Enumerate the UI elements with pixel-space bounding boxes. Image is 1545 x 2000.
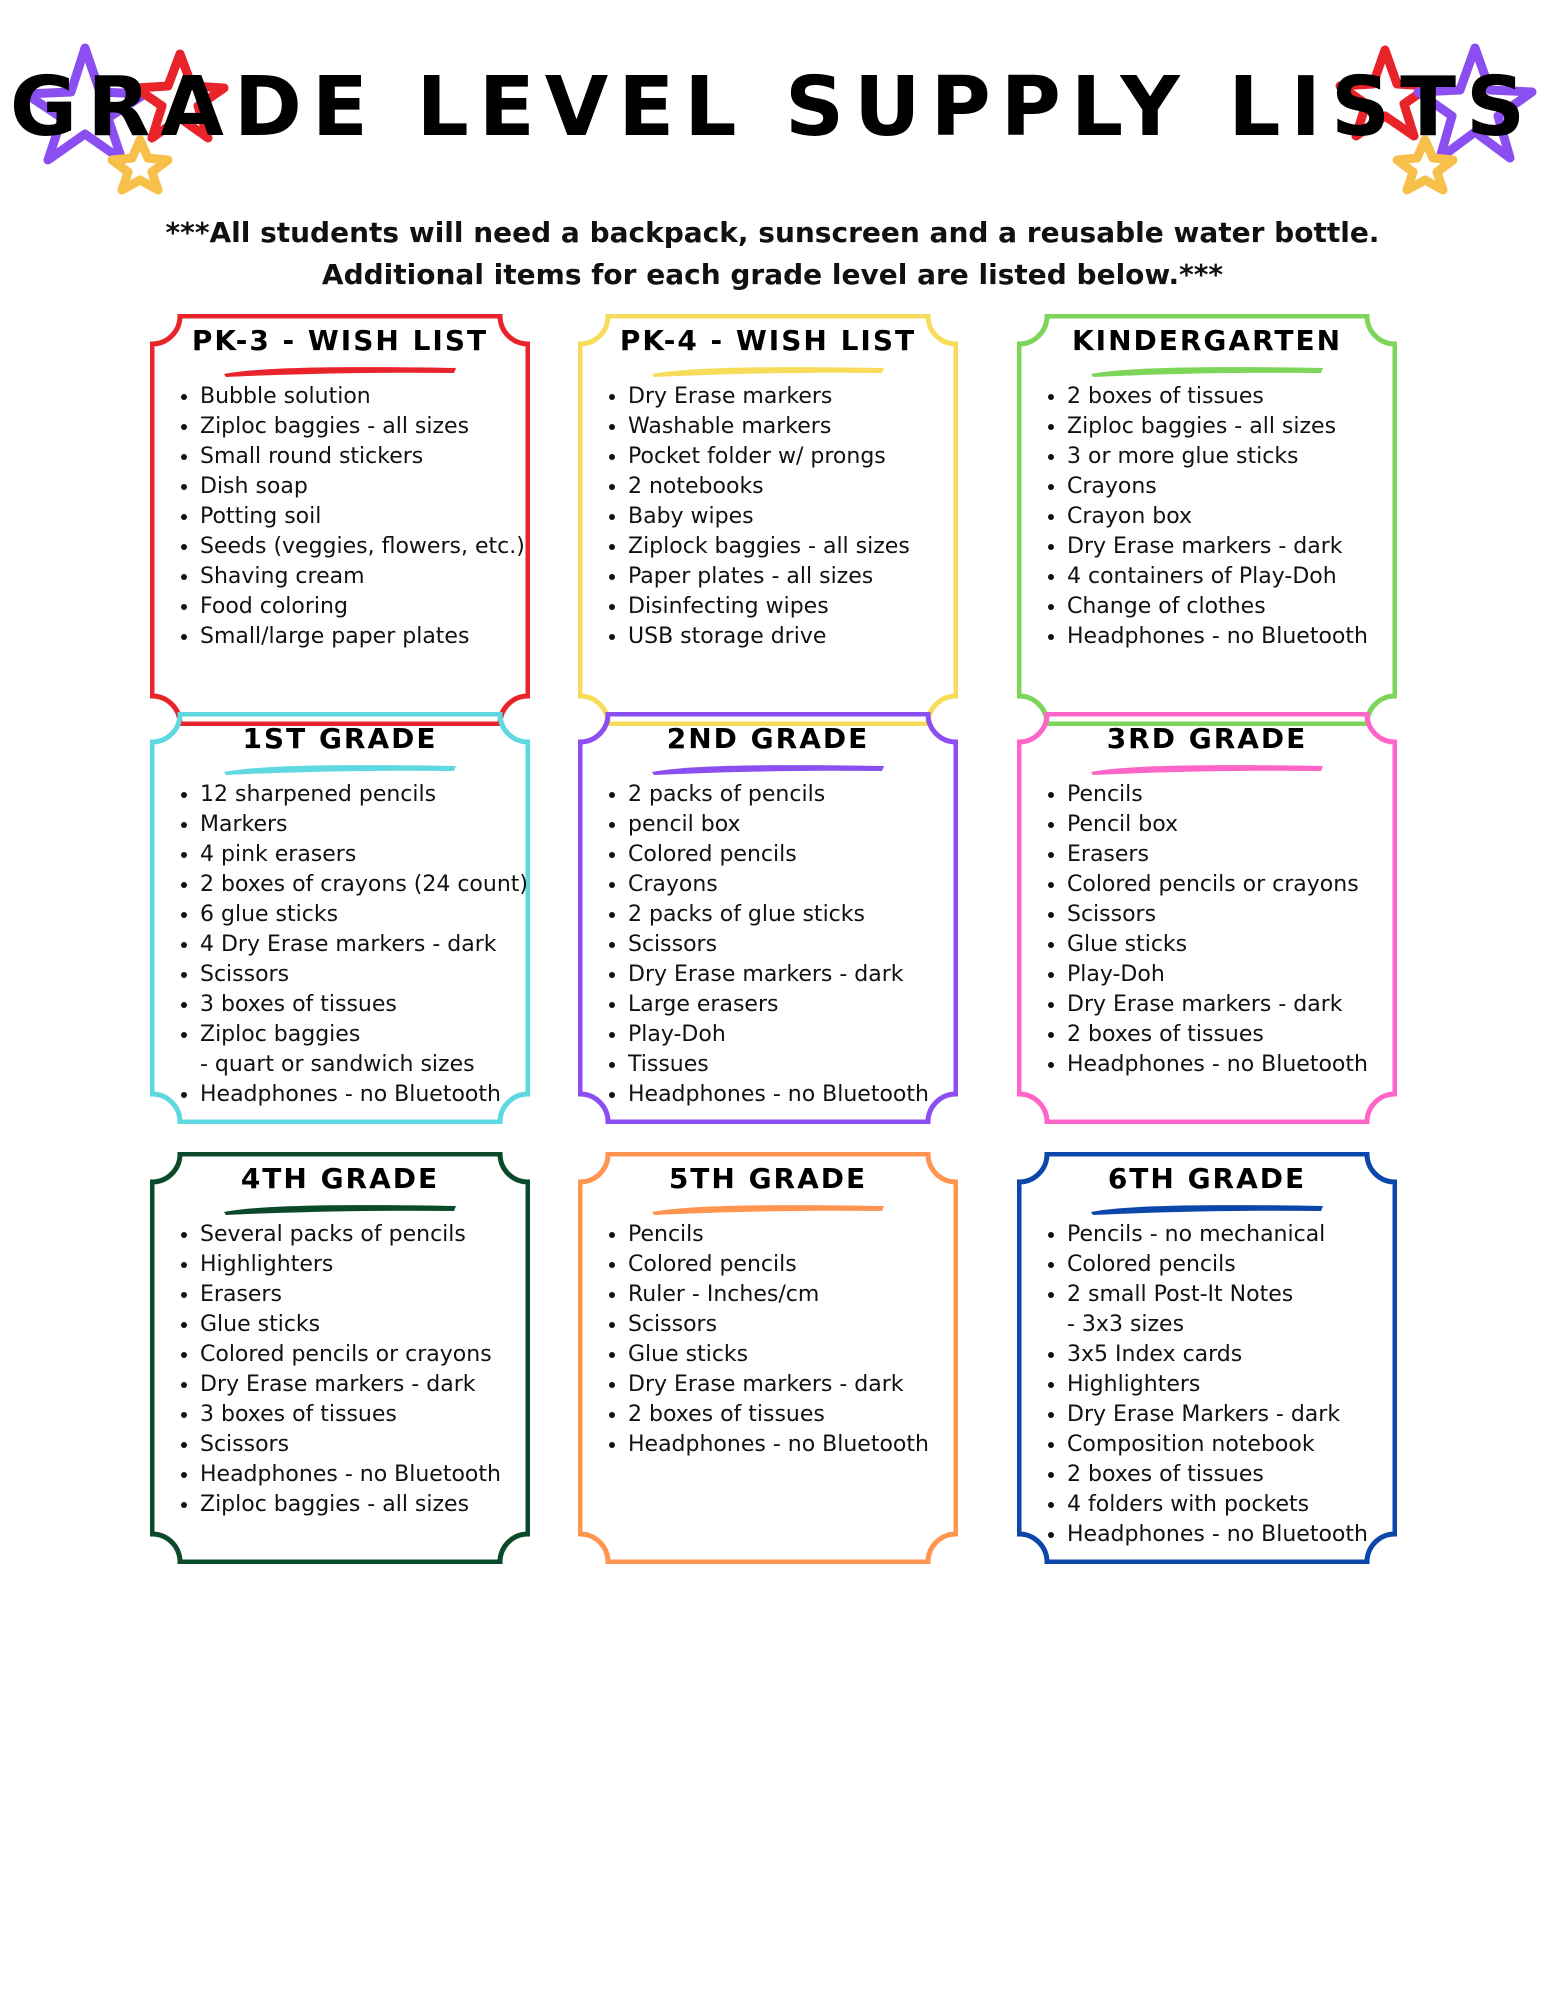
brush-stroke-underline: [1087, 1200, 1327, 1218]
list-item: • 4 pink erasers: [200, 840, 550, 870]
list-item: • 2 boxes of crayons (24 count): [200, 870, 550, 900]
list-item: • Bubble solution: [200, 382, 550, 412]
list-item: • Paper plates - all sizes: [628, 562, 978, 592]
list-item: • 2 boxes of tissues: [628, 1400, 978, 1430]
list-item: • 2 notebooks: [628, 472, 978, 502]
list-item: • Glue sticks: [200, 1310, 550, 1340]
list-item: • Washable markers: [628, 412, 978, 442]
list-item: • Disinfecting wipes: [628, 592, 978, 622]
list-item-continuation: - quart or sandwich sizes: [200, 1052, 475, 1077]
brush-stroke-underline: [220, 362, 460, 380]
subtitle: [0, 212, 1545, 296]
card-pk3: [150, 314, 530, 726]
list-item: • Markers: [200, 810, 550, 840]
list-item: • 4 containers of Play-Doh: [1067, 562, 1417, 592]
brush-stroke-underline: [648, 362, 888, 380]
list-item: • Glue sticks: [1067, 930, 1417, 960]
brush-stroke-underline: [1087, 362, 1327, 380]
card-title: 4TH GRADE: [240, 1162, 440, 1195]
brush-stroke-underline: [1087, 760, 1327, 778]
list-item: • 2 boxes of tissues: [1067, 1020, 1417, 1050]
card-title: 2ND GRADE: [666, 722, 870, 755]
card-grade-5: [578, 1152, 958, 1564]
list-item: • 2 packs of pencils: [628, 780, 978, 810]
card-grade-1: [150, 712, 530, 1124]
supply-list: [172, 1220, 550, 1520]
list-item: • Ziploc baggies - all sizes: [200, 412, 550, 442]
list-item: • Crayons: [1067, 472, 1417, 502]
list-item: • Colored pencils: [628, 1250, 978, 1280]
list-item: • Seeds (veggies, flowers, etc.): [200, 532, 550, 562]
list-item: • Dry Erase markers - dark: [200, 1370, 550, 1400]
list-item: • 2 small Post-It Notes: [1067, 1280, 1417, 1310]
list-item: • Several packs of pencils: [200, 1220, 550, 1250]
list-item: • Headphones - no Bluetooth: [628, 1430, 978, 1460]
list-item: • Pencils: [628, 1220, 978, 1250]
list-item: • Colored pencils or crayons: [200, 1340, 550, 1370]
list-item: • Scissors: [628, 930, 978, 960]
list-item: • 3 boxes of tissues: [200, 1400, 550, 1430]
list-item: • 4 folders with pockets: [1067, 1490, 1417, 1520]
list-item: • Pocket folder w/ prongs: [628, 442, 978, 472]
list-item: • pencil box: [628, 810, 978, 840]
card-grade-3: [1017, 712, 1397, 1124]
list-item: • 6 glue sticks: [200, 900, 550, 930]
list-item: • Headphones - no Bluetooth: [200, 1080, 550, 1110]
list-item: • Glue sticks: [628, 1340, 978, 1370]
list-item: • Shaving cream: [200, 562, 550, 592]
list-item: • Headphones - no Bluetooth: [1067, 1520, 1417, 1550]
list-item: • Large erasers: [628, 990, 978, 1020]
list-item: • 2 packs of glue sticks: [628, 900, 978, 930]
list-item: • Headphones - no Bluetooth: [200, 1460, 550, 1490]
card-title: 1ST GRADE: [242, 722, 438, 755]
brush-stroke-underline: [220, 760, 460, 778]
list-item: • Dry Erase markers - dark: [628, 1370, 978, 1400]
supply-list: [1039, 1220, 1417, 1550]
list-item: • Food coloring: [200, 592, 550, 622]
card-title: 3RD GRADE: [1106, 722, 1308, 755]
list-item-continuation: - 3x3 sizes: [1067, 1312, 1185, 1337]
page-title: GRADE LEVEL SUPPLY LISTS: [9, 60, 1536, 155]
supply-list: [1039, 382, 1417, 652]
list-item: • Scissors: [628, 1310, 978, 1340]
list-item: • Scissors: [200, 1430, 550, 1460]
card-title: 6TH GRADE: [1107, 1162, 1307, 1195]
list-item: • Scissors: [1067, 900, 1417, 930]
card-title: PK-4 - WISH LIST: [619, 324, 917, 357]
supply-list: [172, 382, 550, 652]
list-item: • 2 boxes of tissues: [1067, 1460, 1417, 1490]
list-item: • Erasers: [1067, 840, 1417, 870]
list-item: • Change of clothes: [1067, 592, 1417, 622]
card-kindergarten: [1017, 314, 1397, 726]
list-item: • Pencils - no mechanical: [1067, 1220, 1417, 1250]
list-item: • Dry Erase markers: [628, 382, 978, 412]
subtitle-line-1: ***All students will need a backpack, sunscreen and a reusable water bottle.: [165, 216, 1380, 249]
list-item: • Ziploc baggies: [200, 1020, 550, 1050]
list-item: • Potting soil: [200, 502, 550, 532]
list-item: • Pencils: [1067, 780, 1417, 810]
list-item: • Crayon box: [1067, 502, 1417, 532]
list-item: • Crayons: [628, 870, 978, 900]
list-item: • Composition notebook: [1067, 1430, 1417, 1460]
list-item: • Dry Erase Markers - dark: [1067, 1400, 1417, 1430]
list-item: • Small/large paper plates: [200, 622, 550, 652]
list-item: • Tissues: [628, 1050, 978, 1080]
list-item: • Headphones - no Bluetooth: [1067, 622, 1417, 652]
card-grade-4: [150, 1152, 530, 1564]
list-item: • Erasers: [200, 1280, 550, 1310]
list-item: • 2 boxes of tissues: [1067, 382, 1417, 412]
list-item: • Highlighters: [1067, 1370, 1417, 1400]
list-item: • Dry Erase markers - dark: [628, 960, 978, 990]
list-item: • Play-Doh: [628, 1020, 978, 1050]
list-item: • Small round stickers: [200, 442, 550, 472]
list-item: • Baby wipes: [628, 502, 978, 532]
list-item: • Ruler - Inches/cm: [628, 1280, 978, 1310]
list-item: • Dry Erase markers - dark: [1067, 990, 1417, 1020]
card-title: KINDERGARTEN: [1071, 324, 1343, 357]
list-item: • Colored pencils: [628, 840, 978, 870]
list-item: • 12 sharpened pencils: [200, 780, 550, 810]
card-grade-2: [578, 712, 958, 1124]
list-item: • Highlighters: [200, 1250, 550, 1280]
list-item: • Pencil box: [1067, 810, 1417, 840]
list-item: • USB storage drive: [628, 622, 978, 652]
list-item: • 3 or more glue sticks: [1067, 442, 1417, 472]
list-item: • Ziplock baggies - all sizes: [628, 532, 978, 562]
supply-list: [1039, 780, 1417, 1080]
list-item: • Dry Erase markers - dark: [1067, 532, 1417, 562]
brush-stroke-underline: [648, 1200, 888, 1218]
card-title: PK-3 - WISH LIST: [191, 324, 489, 357]
card-grade-6: [1017, 1152, 1397, 1564]
brush-stroke-underline: [220, 1200, 460, 1218]
list-item: • 3 boxes of tissues: [200, 990, 550, 1020]
supply-list: [600, 780, 978, 1110]
card-title: 5TH GRADE: [668, 1162, 868, 1195]
list-item: • Colored pencils: [1067, 1250, 1417, 1280]
list-item: • Dish soap: [200, 472, 550, 502]
subtitle-line-2: Additional items for each grade level are listed below.***: [321, 258, 1224, 291]
list-item: • Headphones - no Bluetooth: [1067, 1050, 1417, 1080]
list-item: • 4 Dry Erase markers - dark: [200, 930, 550, 960]
list-item: • Headphones - no Bluetooth: [628, 1080, 978, 1110]
list-item: • Ziploc baggies - all sizes: [200, 1490, 550, 1520]
list-item: • Scissors: [200, 960, 550, 990]
supply-list: [600, 1220, 978, 1460]
supply-list: [172, 780, 550, 1110]
list-item: • Play-Doh: [1067, 960, 1417, 990]
list-item: • Ziploc baggies - all sizes: [1067, 412, 1417, 442]
supply-list: [600, 382, 978, 652]
list-item: • Colored pencils or crayons: [1067, 870, 1417, 900]
list-item: • 3x5 Index cards: [1067, 1340, 1417, 1370]
brush-stroke-underline: [648, 760, 888, 778]
card-pk4: [578, 314, 958, 726]
